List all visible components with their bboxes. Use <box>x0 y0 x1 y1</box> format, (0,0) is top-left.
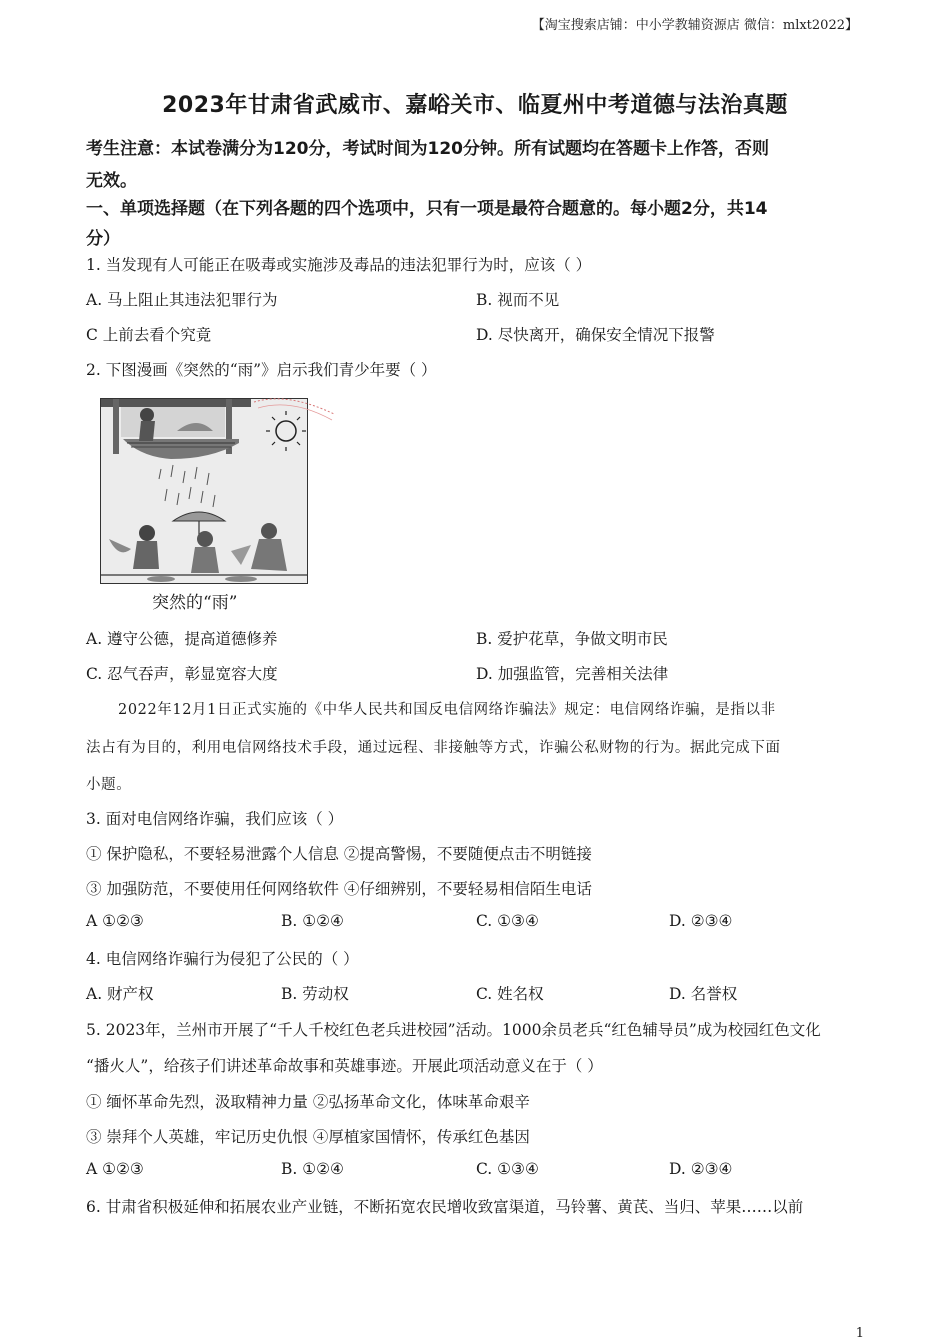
question-2-option-b: B. 爱护花草，争做文明市民 <box>476 630 668 648</box>
question-5-stem-line-1: 5. 2023年，兰州市开展了“千人千校红色老兵进校园”活动。1000余员老兵“红色辅导员”成为校园红色文化 <box>86 1021 821 1039</box>
question-5-statements-2: ③ 崇拜个人英雄，牢记历史仇恨 ④厚植家国情怀，传承红色基因 <box>86 1128 530 1146</box>
question-1-option-b: B. 视而不见 <box>476 291 560 309</box>
watermark-header: 【淘宝搜索店铺：中小学教辅资源店 微信：mlxt2022】 <box>531 18 858 33</box>
question-1-stem: 1. 当发现有人可能正在吸毒或实施涉及毒品的违法犯罪行为时，应该（ ） <box>86 256 592 274</box>
question-3-statements-1: ① 保护隐私，不要轻易泄露个人信息 ②提高警惕，不要随便点击不明链接 <box>86 845 592 863</box>
question-5-option-d: D. ②③④ <box>669 1160 733 1178</box>
question-5-stem-line-2: “播火人”，给孩子们讲述革命故事和英雄事迹。开展此项活动意义在于（ ） <box>86 1057 603 1075</box>
question-3-statements-2: ③ 加强防范，不要使用任何网络软件 ④仔细辨别，不要轻易相信陌生电话 <box>86 880 592 898</box>
stamp-mark <box>248 388 340 428</box>
question-3-stem: 3. 面对电信网络诈骗，我们应该（ ） <box>86 810 344 828</box>
question-4-option-b: B. 劳动权 <box>281 985 349 1003</box>
question-1-option-d: D. 尽快离开，确保安全情况下报警 <box>476 326 715 344</box>
question-3-option-a: A ①②③ <box>86 912 144 930</box>
page-title: 2023年甘肃省武威市、嘉峪关市、临夏州中考道德与法治真题 <box>162 93 788 118</box>
question-3-option-c: C. ①③④ <box>476 912 539 930</box>
question-2-stem: 2. 下图漫画《突然的“雨”》启示我们青少年要（ ） <box>86 361 437 379</box>
notice-line-2: 无效。 <box>86 171 137 191</box>
question-5-statements-1: ① 缅怀革命先烈，汲取精神力量 ②弘扬革命文化，体味革命艰辛 <box>86 1093 530 1111</box>
question-4-option-d: D. 名誉权 <box>669 985 738 1003</box>
question-2-option-d: D. 加强监管，完善相关法律 <box>476 665 669 683</box>
question-1-option-a: A. 马上阻止其违法犯罪行为 <box>86 291 278 309</box>
question-3-option-d: D. ②③④ <box>669 912 733 930</box>
question-2-option-c: C. 忍气吞声，彰显宽容大度 <box>86 665 278 683</box>
question-3-option-b: B. ①②④ <box>281 912 344 930</box>
cartoon-caption: 突然的“雨” <box>152 593 238 613</box>
question-2-option-a: A. 遵守公德，提高道德修养 <box>86 630 278 648</box>
material-line-1: 2022年12月1日正式实施的《中华人民共和国反电信网络诈骗法》规定：电信网络诈骗，是指以非 <box>118 702 776 718</box>
section-heading-line-1: 一、单项选择题（在下列各题的四个选项中，只有一项是最符合题意的。每小题2分，共14 <box>86 199 768 219</box>
material-line-3: 小题。 <box>86 777 132 793</box>
question-4-option-c: C. 姓名权 <box>476 985 544 1003</box>
page-number: 1 <box>855 1326 864 1341</box>
question-5-option-c: C. ①③④ <box>476 1160 539 1178</box>
material-line-2: 法占有为目的，利用电信网络技术手段，通过远程、非接触等方式，诈骗公私财物的行为。据此完成下面 <box>86 740 781 756</box>
question-5-option-b: B. ①②④ <box>281 1160 344 1178</box>
question-1-option-c: C 上前去看个究竟 <box>86 326 212 344</box>
notice-line-1: 考生注意：本试卷满分为120分，考试时间为120分钟。所有试题均在答题卡上作答，否则 <box>86 139 769 159</box>
question-5-option-a: A ①②③ <box>86 1160 144 1178</box>
section-heading-line-2: 分） <box>86 229 120 249</box>
question-4-option-a: A. 财产权 <box>86 985 154 1003</box>
question-6-stem: 6. 甘肃省积极延伸和拓展农业产业链，不断拓宽农民增收致富渠道，马铃薯、黄芪、当归、苹果……以前 <box>86 1198 804 1216</box>
question-4-stem: 4. 电信网络诈骗行为侵犯了公民的（ ） <box>86 950 359 968</box>
